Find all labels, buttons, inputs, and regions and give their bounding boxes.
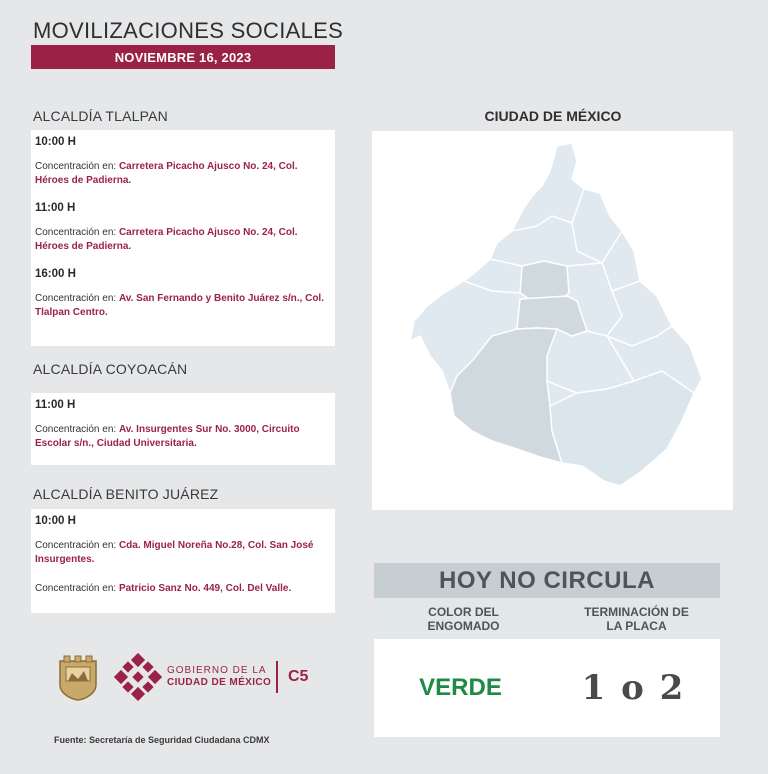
event-address: Av. Insurgentes Sur No. 3000, Circuito Escolar s/n., Ciudad Universitaria. <box>35 424 300 449</box>
hnc-color-value: VERDE <box>419 674 502 701</box>
card-tlalpan <box>31 130 335 346</box>
section-title-benito-juarez: ALCALDÍA BENITO JUÁREZ <box>33 486 219 502</box>
cdmx-map <box>372 131 733 510</box>
event-time: 11:00 H <box>35 399 76 411</box>
section-title-coyoacan: ALCALDÍA COYOACÁN <box>33 361 188 377</box>
hnc-plate-label: TERMINACIÓN DE LA PLACA <box>584 604 689 633</box>
event-time: 10:00 H <box>35 515 76 527</box>
hnc-title: HOY NO CIRCULA <box>374 563 720 598</box>
event-entry: Concentración en: Carretera Picacho Ajusco No. 24, Col. Héroes de Padierna. <box>35 227 298 252</box>
event-entry: Concentración en: Patricio Sanz No. 449, Col. Del Valle. <box>35 583 292 594</box>
hnc-plate-value: 1 o 2 <box>581 668 686 708</box>
event-address: Av. San Fernando y Benito Juárez s/n., Col. Tlalpan Centro. <box>35 293 324 318</box>
card-benito-juarez <box>31 509 335 613</box>
date-banner: NOVIEMBRE 16, 2023 <box>31 45 335 69</box>
map-panel <box>372 131 733 510</box>
hnc-subheader <box>374 598 720 639</box>
hoy-no-circula-panel <box>374 563 720 737</box>
c5-logo: C5 <box>276 661 308 693</box>
hnc-color-label: COLOR DEL ENGOMADO <box>427 604 500 633</box>
cdmx-logo-icon <box>114 653 162 701</box>
coat-of-arms-icon <box>58 655 98 701</box>
hnc-values <box>374 639 720 737</box>
event-entry: Concentración en: Av. Insurgentes Sur No. 3000, Circuito Escolar s/n., Ciudad Universitaria. <box>35 424 300 449</box>
event-entry: Concentración en: Carretera Picacho Ajusco No. 24, Col. Héroes de Padierna. <box>35 161 298 186</box>
source-note: Fuente: Secretaría de Seguridad Ciudadana CDMX <box>54 735 270 745</box>
event-address: Carretera Picacho Ajusco No. 24, Col. Héroes de Padierna. <box>35 227 298 252</box>
gov-cdmx-text: GOBIERNO DE LA CIUDAD DE MÉXICO <box>167 665 272 688</box>
event-entry: Concentración en: Cda. Miguel Noreña No.28, Col. San José Insurgentes. <box>35 540 314 565</box>
event-address: Cda. Miguel Noreña No.28, Col. San José Insurgentes. <box>35 540 314 565</box>
page-title: MOVILIZACIONES SOCIALES <box>33 18 344 43</box>
section-title-tlalpan: ALCALDÍA TLALPAN <box>33 108 168 124</box>
event-time: 11:00 H <box>35 202 76 214</box>
event-time: 10:00 H <box>35 136 76 148</box>
map-title: CIUDAD DE MÉXICO <box>484 108 622 124</box>
event-address: Patricio Sanz No. 449, Col. Del Valle. <box>118 583 292 594</box>
card-coyoacan <box>31 393 335 465</box>
map-region-benito-juarez <box>520 261 569 301</box>
event-entry: Concentración en: Av. San Fernando y Benito Juárez s/n., Col. Tlalpan Centro. <box>35 293 324 318</box>
footer-logos <box>58 652 320 704</box>
event-time: 16:00 H <box>35 268 76 280</box>
event-address: Carretera Picacho Ajusco No. 24, Col. Héroes de Padierna. <box>35 161 298 186</box>
